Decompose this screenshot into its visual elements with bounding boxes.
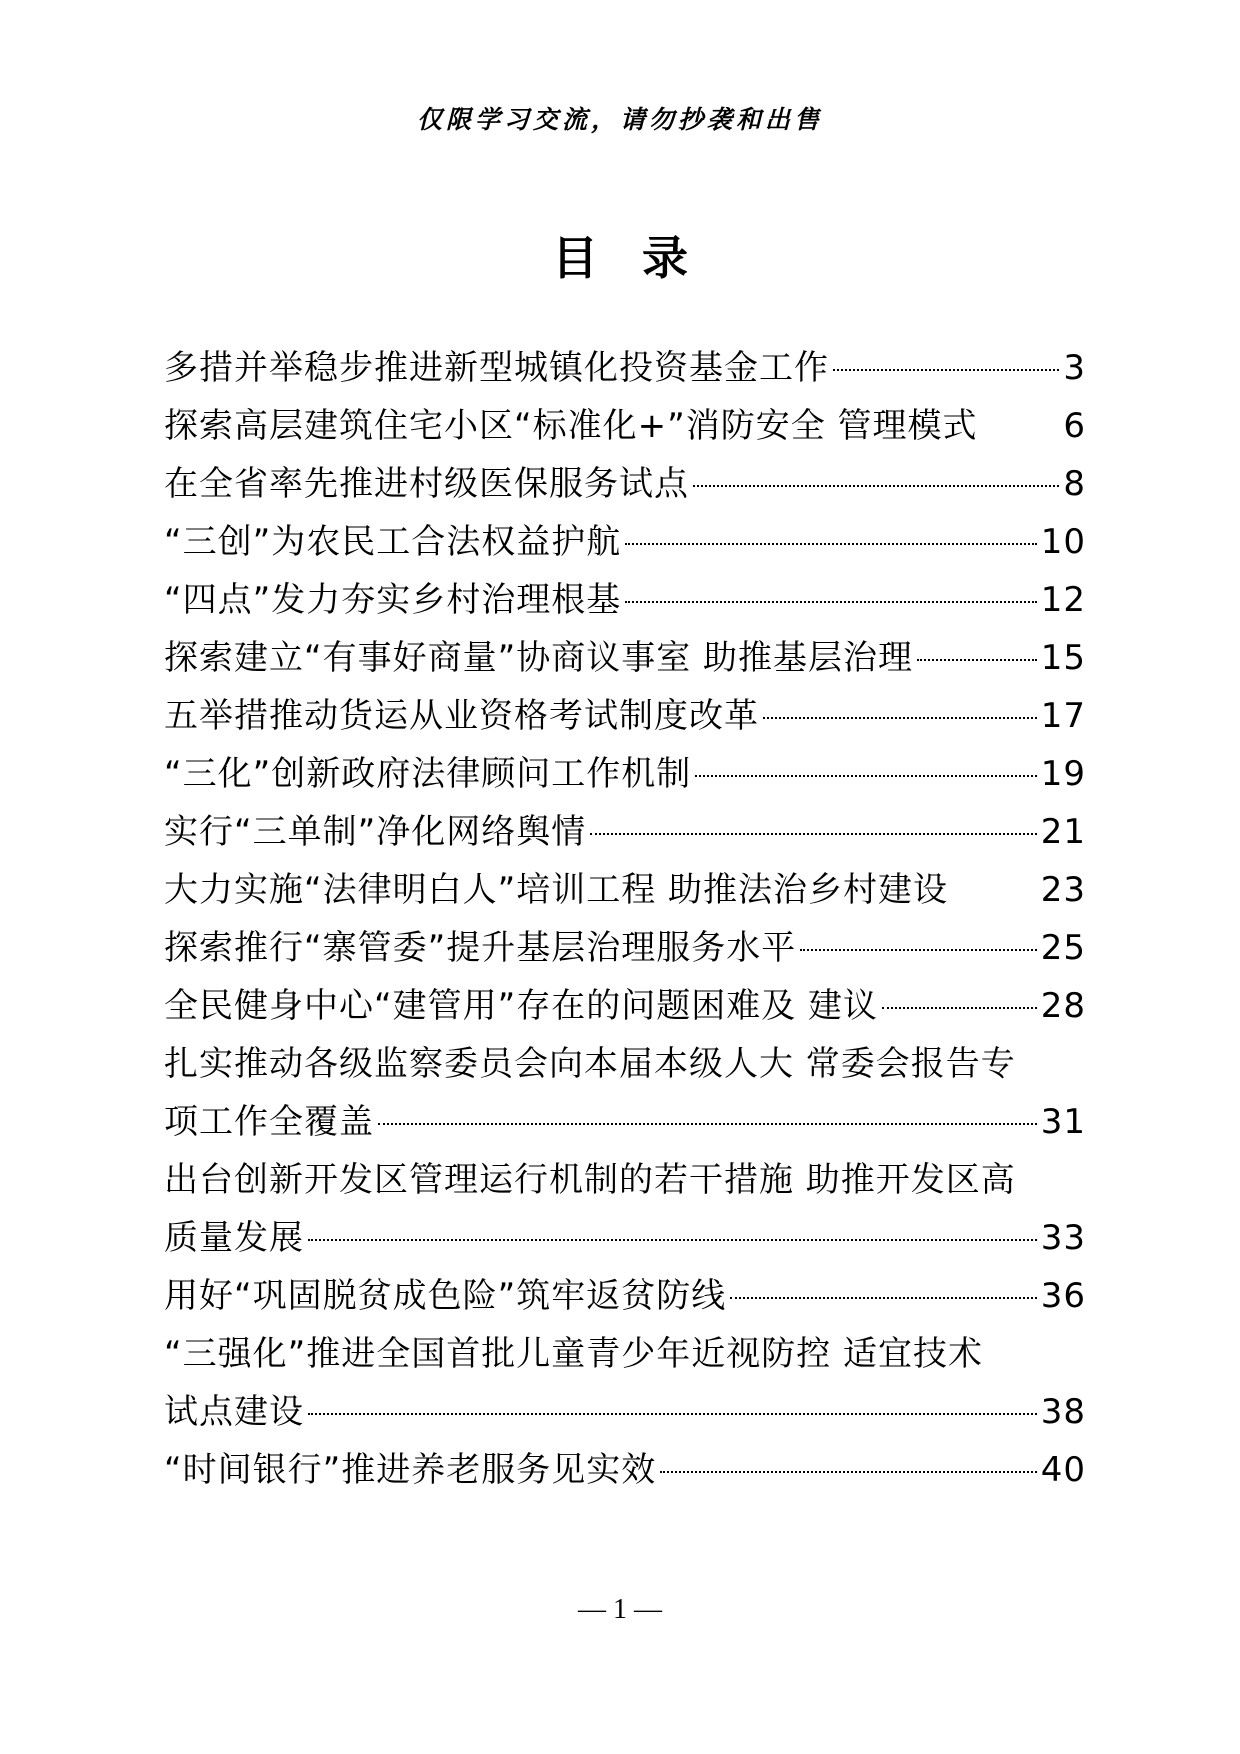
dot-leader <box>308 1413 1037 1415</box>
toc-entry[interactable] <box>164 687 1086 745</box>
toc-entry-title-line1: 出台创新开发区管理运行机制的若干措施 助推开发区高 <box>164 1160 1016 1200</box>
toc-entry[interactable] <box>164 745 1086 803</box>
dot-leader <box>730 1297 1037 1299</box>
toc-entry-page: 40 <box>1040 1450 1086 1490</box>
dot-leader <box>590 833 1037 835</box>
toc-entry[interactable] <box>164 1441 1086 1499</box>
toc-entry-page: 36 <box>1040 1276 1086 1316</box>
toc-entry-page: 15 <box>1040 638 1086 678</box>
toc-entry[interactable] <box>164 1035 1086 1151</box>
toc-entry[interactable] <box>164 571 1086 629</box>
toc-entry-page: 3 <box>1063 348 1086 388</box>
toc-entry-page: 38 <box>1040 1392 1086 1432</box>
toc-entry[interactable] <box>164 1267 1086 1325</box>
toc-entry-title-line1: “三强化”推进全国首批儿童青少年近视防控 适宜技术 <box>164 1334 984 1374</box>
dot-leader <box>917 659 1037 661</box>
toc-entry-page: 25 <box>1040 928 1086 968</box>
toc-title: 目录 <box>552 231 732 285</box>
toc-entry-title: “三化”创新政府法律顾问工作机制 <box>164 754 692 794</box>
toc-entry-page: 23 <box>1040 870 1086 910</box>
dot-leader <box>763 717 1037 719</box>
dot-leader <box>882 1007 1037 1009</box>
toc-list <box>164 339 1086 1499</box>
toc-entry-title: 用好“巩固脱贫成色险”筑牢返贫防线 <box>164 1276 727 1316</box>
toc-entry-title: 五举措推动货运从业资格考试制度改革 <box>164 696 759 736</box>
toc-entry[interactable] <box>164 1325 1086 1441</box>
toc-entry-page: 28 <box>1040 986 1086 1026</box>
toc-entry[interactable] <box>164 861 1086 919</box>
toc-entry[interactable] <box>164 803 1086 861</box>
toc-entry-title: 探索高层建筑住宅小区“标准化+”消防安全 管理模式 <box>164 406 978 446</box>
toc-entry[interactable] <box>164 339 1086 397</box>
toc-entry[interactable] <box>164 629 1086 687</box>
toc-entry[interactable] <box>164 1151 1086 1267</box>
toc-entry-page: 8 <box>1063 464 1086 504</box>
dot-leader <box>625 543 1037 545</box>
toc-entry-title: 探索建立“有事好商量”协商议事室 助推基层治理 <box>164 638 914 678</box>
toc-entry-title: “四点”发力夯实乡村治理根基 <box>164 580 622 620</box>
toc-entry-page: 19 <box>1040 754 1086 794</box>
toc-entry-page: 17 <box>1040 696 1086 736</box>
toc-entry[interactable] <box>164 513 1086 571</box>
toc-entry-title: 质量发展 <box>164 1218 304 1258</box>
dot-leader <box>693 485 1059 487</box>
toc-entry-title: 多措并举稳步推进新型城镇化投资基金工作 <box>164 348 829 388</box>
header-note: 仅限学习交流，请勿抄袭和出售 <box>416 105 823 134</box>
dot-leader <box>695 775 1037 777</box>
toc-entry-page: 31 <box>1040 1102 1086 1142</box>
toc-entry-title: “时间银行”推进养老服务见实效 <box>164 1450 657 1490</box>
page-number-footer: — 1 — <box>578 1594 662 1625</box>
dot-leader <box>308 1239 1037 1241</box>
dot-leader <box>625 601 1037 603</box>
toc-entry-title: “三创”为农民工合法权益护航 <box>164 522 622 562</box>
toc-entry-page: 21 <box>1040 812 1086 852</box>
toc-entry-title: 实行“三单制”净化网络舆情 <box>164 812 587 852</box>
toc-entry[interactable] <box>164 397 1086 455</box>
toc-entry-page: 12 <box>1040 580 1086 620</box>
dot-leader <box>800 949 1037 951</box>
toc-entry-title: 全民健身中心“建管用”存在的问题困难及 建议 <box>164 986 879 1026</box>
toc-entry-title: 在全省率先推进村级医保服务试点 <box>164 464 689 504</box>
toc-entry-page: 33 <box>1040 1218 1086 1258</box>
dot-leader <box>660 1471 1037 1473</box>
toc-entry[interactable] <box>164 455 1086 513</box>
toc-entry-title: 大力实施“法律明白人”培训工程 助推法治乡村建设 <box>164 870 949 910</box>
dot-leader <box>833 369 1059 371</box>
toc-entry[interactable] <box>164 919 1086 977</box>
dot-leader <box>378 1123 1037 1125</box>
toc-entry-page: 10 <box>1040 522 1086 562</box>
toc-entry-page: 6 <box>1063 406 1086 446</box>
toc-entry-title-line1: 扎实推动各级监察委员会向本届本级人大 常委会报告专 <box>164 1044 1016 1084</box>
toc-entry[interactable] <box>164 977 1086 1035</box>
toc-entry-title: 试点建设 <box>164 1392 304 1432</box>
toc-entry-title: 探索推行“寨管委”提升基层治理服务水平 <box>164 928 797 968</box>
toc-entry-title: 项工作全覆盖 <box>164 1102 374 1142</box>
